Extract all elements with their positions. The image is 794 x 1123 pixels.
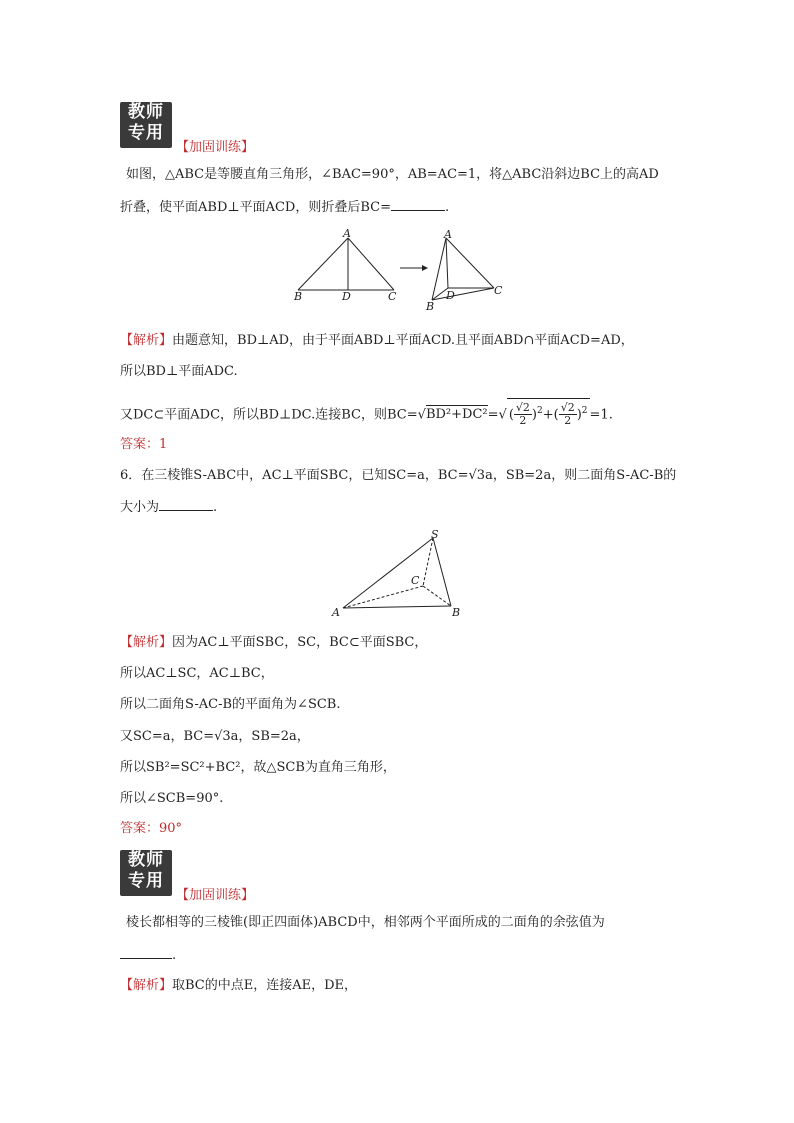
fig2-label-b: B xyxy=(426,300,435,313)
answer-blank xyxy=(391,198,445,211)
exercise1-line2: 折叠，使平面ABD⊥平面ACD，则折叠后BC= . xyxy=(120,200,450,215)
solution6-line6: 所以∠SCB=90°. xyxy=(120,791,224,806)
problem6-line1: 6．在三棱锥S-ABC中，AC⊥平面SBC，已知SC=a，BC=√3a，SB=2a，则二面角S-AC-B的 xyxy=(120,468,677,483)
edge-sa xyxy=(343,538,433,608)
label-c: C xyxy=(411,574,420,587)
answer-blank-6 xyxy=(159,498,213,511)
fig1-label-d: D xyxy=(342,290,351,303)
reinforcement-tag: 【加固训练】 xyxy=(176,140,255,155)
fig1-label-b: B xyxy=(294,290,303,303)
solution1-line2: 所以BD⊥平面ADC. xyxy=(120,364,238,379)
fig1-label-a: A xyxy=(343,228,351,240)
exercise2-solution-line1: 【解析】取BC的中点E，连接AE，DE， xyxy=(120,978,358,993)
solution1-line3: 又DC⊂平面ADC，所以BD⊥DC.连接BC，则BC=√BD²+DC²=√ ( $\frac{√2}{2}$ )$^2$+( $\frac{√2}{2}$ )$^2$ =1. xyxy=(120,398,613,432)
exercise2-line1: 棱长都相等的三棱锥(即正四面体)ABCD中，相邻两个平面所成的二面角的余弦值为 xyxy=(126,915,605,930)
solution6-answer: 答案：90° xyxy=(120,821,183,836)
edge-sb xyxy=(433,538,451,606)
exercise2-line2: . xyxy=(120,946,176,965)
solution1-answer: 答案：1 xyxy=(120,437,168,452)
edge-ac xyxy=(343,586,423,608)
fold-figure xyxy=(280,228,520,316)
label-b: B xyxy=(452,606,461,619)
fig1-edge-ab xyxy=(298,238,348,290)
fig2-label-a: A xyxy=(444,228,452,241)
fold-arrow-head xyxy=(422,265,428,271)
fig1-label-c: C xyxy=(388,290,397,303)
teacher-badge xyxy=(120,102,172,148)
fig2-label-c: C xyxy=(494,284,503,297)
exercise1-line1: 如图，△ABC是等腰直角三角形，∠BAC=90°，AB=AC=1，将△ABC沿斜边BC上的高AD xyxy=(126,167,659,182)
reinforcement-tag-2: 【加固训练】 xyxy=(176,888,255,903)
label-s: S xyxy=(431,528,439,541)
solution6-line3: 所以二面角S-AC-B的平面角为∠SCB. xyxy=(120,697,341,712)
answer-blank-ex2 xyxy=(120,946,172,959)
fig2-label-d: D xyxy=(446,289,455,302)
badge-text-1: 教师 xyxy=(128,102,164,122)
solution6-line4: 又SC=a，BC=√3a，SB=2a， xyxy=(120,729,310,744)
edge-ab xyxy=(343,606,451,608)
solution6-line1: 【解析】因为AC⊥平面SBC，SC，BC⊂平面SBC， xyxy=(120,635,428,650)
solution6-line2: 所以AC⊥SC，AC⊥BC， xyxy=(120,666,274,681)
fig1-edge-ac xyxy=(348,238,394,290)
badge-text-2: 专用 xyxy=(128,123,164,143)
solution1-line1: 【解析】由题意知，BD⊥AD，由于平面ABD⊥平面ACD.且平面ABD∩平面ACD=AD， xyxy=(120,333,634,348)
label-a: A xyxy=(332,606,340,619)
problem6-line2: 大小为 . xyxy=(120,500,218,515)
solution6-line5: 所以SB²=SC²+BC²，故△SCB为直角三角形， xyxy=(120,760,396,775)
tetrahedron-figure xyxy=(325,528,475,620)
teacher-badge-2: 教师 专用 xyxy=(120,850,172,896)
